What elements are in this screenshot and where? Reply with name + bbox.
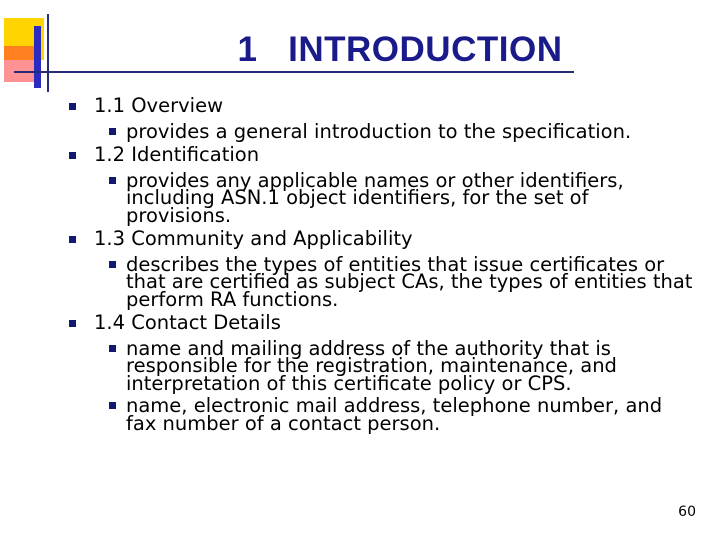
section-heading: 1.3 Community and Applicability	[94, 227, 413, 250]
section-item	[56, 143, 696, 167]
sub-bullet-text: provides any applicable names or other identifiers, including ASN.1 object identifiers, for the set of provisions.	[126, 168, 624, 227]
square-bullet-icon	[109, 402, 116, 409]
square-bullet-icon	[69, 103, 76, 110]
slide-content	[56, 94, 696, 435]
sub-bullet-item	[56, 168, 696, 227]
section-heading: 1.2 Identification	[94, 143, 260, 166]
sub-bullet-item	[56, 252, 696, 311]
square-bullet-icon	[109, 177, 116, 184]
section-heading: 1.4 Contact Details	[94, 311, 281, 334]
square-bullet-icon	[109, 345, 116, 352]
sub-bullet-text: name, electronic mail address, telephone number, and fax number of a contact person.	[126, 394, 663, 435]
sub-bullet-item	[56, 119, 696, 143]
section-heading: 1.1 Overview	[94, 94, 224, 117]
slide-title: 1 INTRODUCTION	[237, 30, 563, 69]
decorative-horizontal-rule	[14, 71, 574, 73]
square-bullet-icon	[69, 320, 76, 327]
square-bullet-icon	[69, 152, 76, 159]
sub-bullet-item	[56, 336, 696, 395]
square-bullet-icon	[69, 236, 76, 243]
sub-bullet-text: describes the types of entities that issue certificates or that are certified as subject CAs, the types of entities that perform RA functions.	[126, 252, 693, 311]
sub-bullet-text: name and mailing address of the authority that is responsible for the registration, maintenance, and interpretation of this certificate policy or CPS.	[126, 336, 617, 395]
square-bullet-icon	[109, 128, 116, 135]
sub-bullet-text: provides a general introduction to the specification.	[126, 119, 632, 143]
page-number: 60	[678, 504, 696, 520]
section-item	[56, 94, 696, 118]
section-item	[56, 311, 696, 335]
sub-bullet-item	[56, 394, 696, 435]
square-bullet-icon	[109, 261, 116, 268]
section-item	[56, 227, 696, 251]
